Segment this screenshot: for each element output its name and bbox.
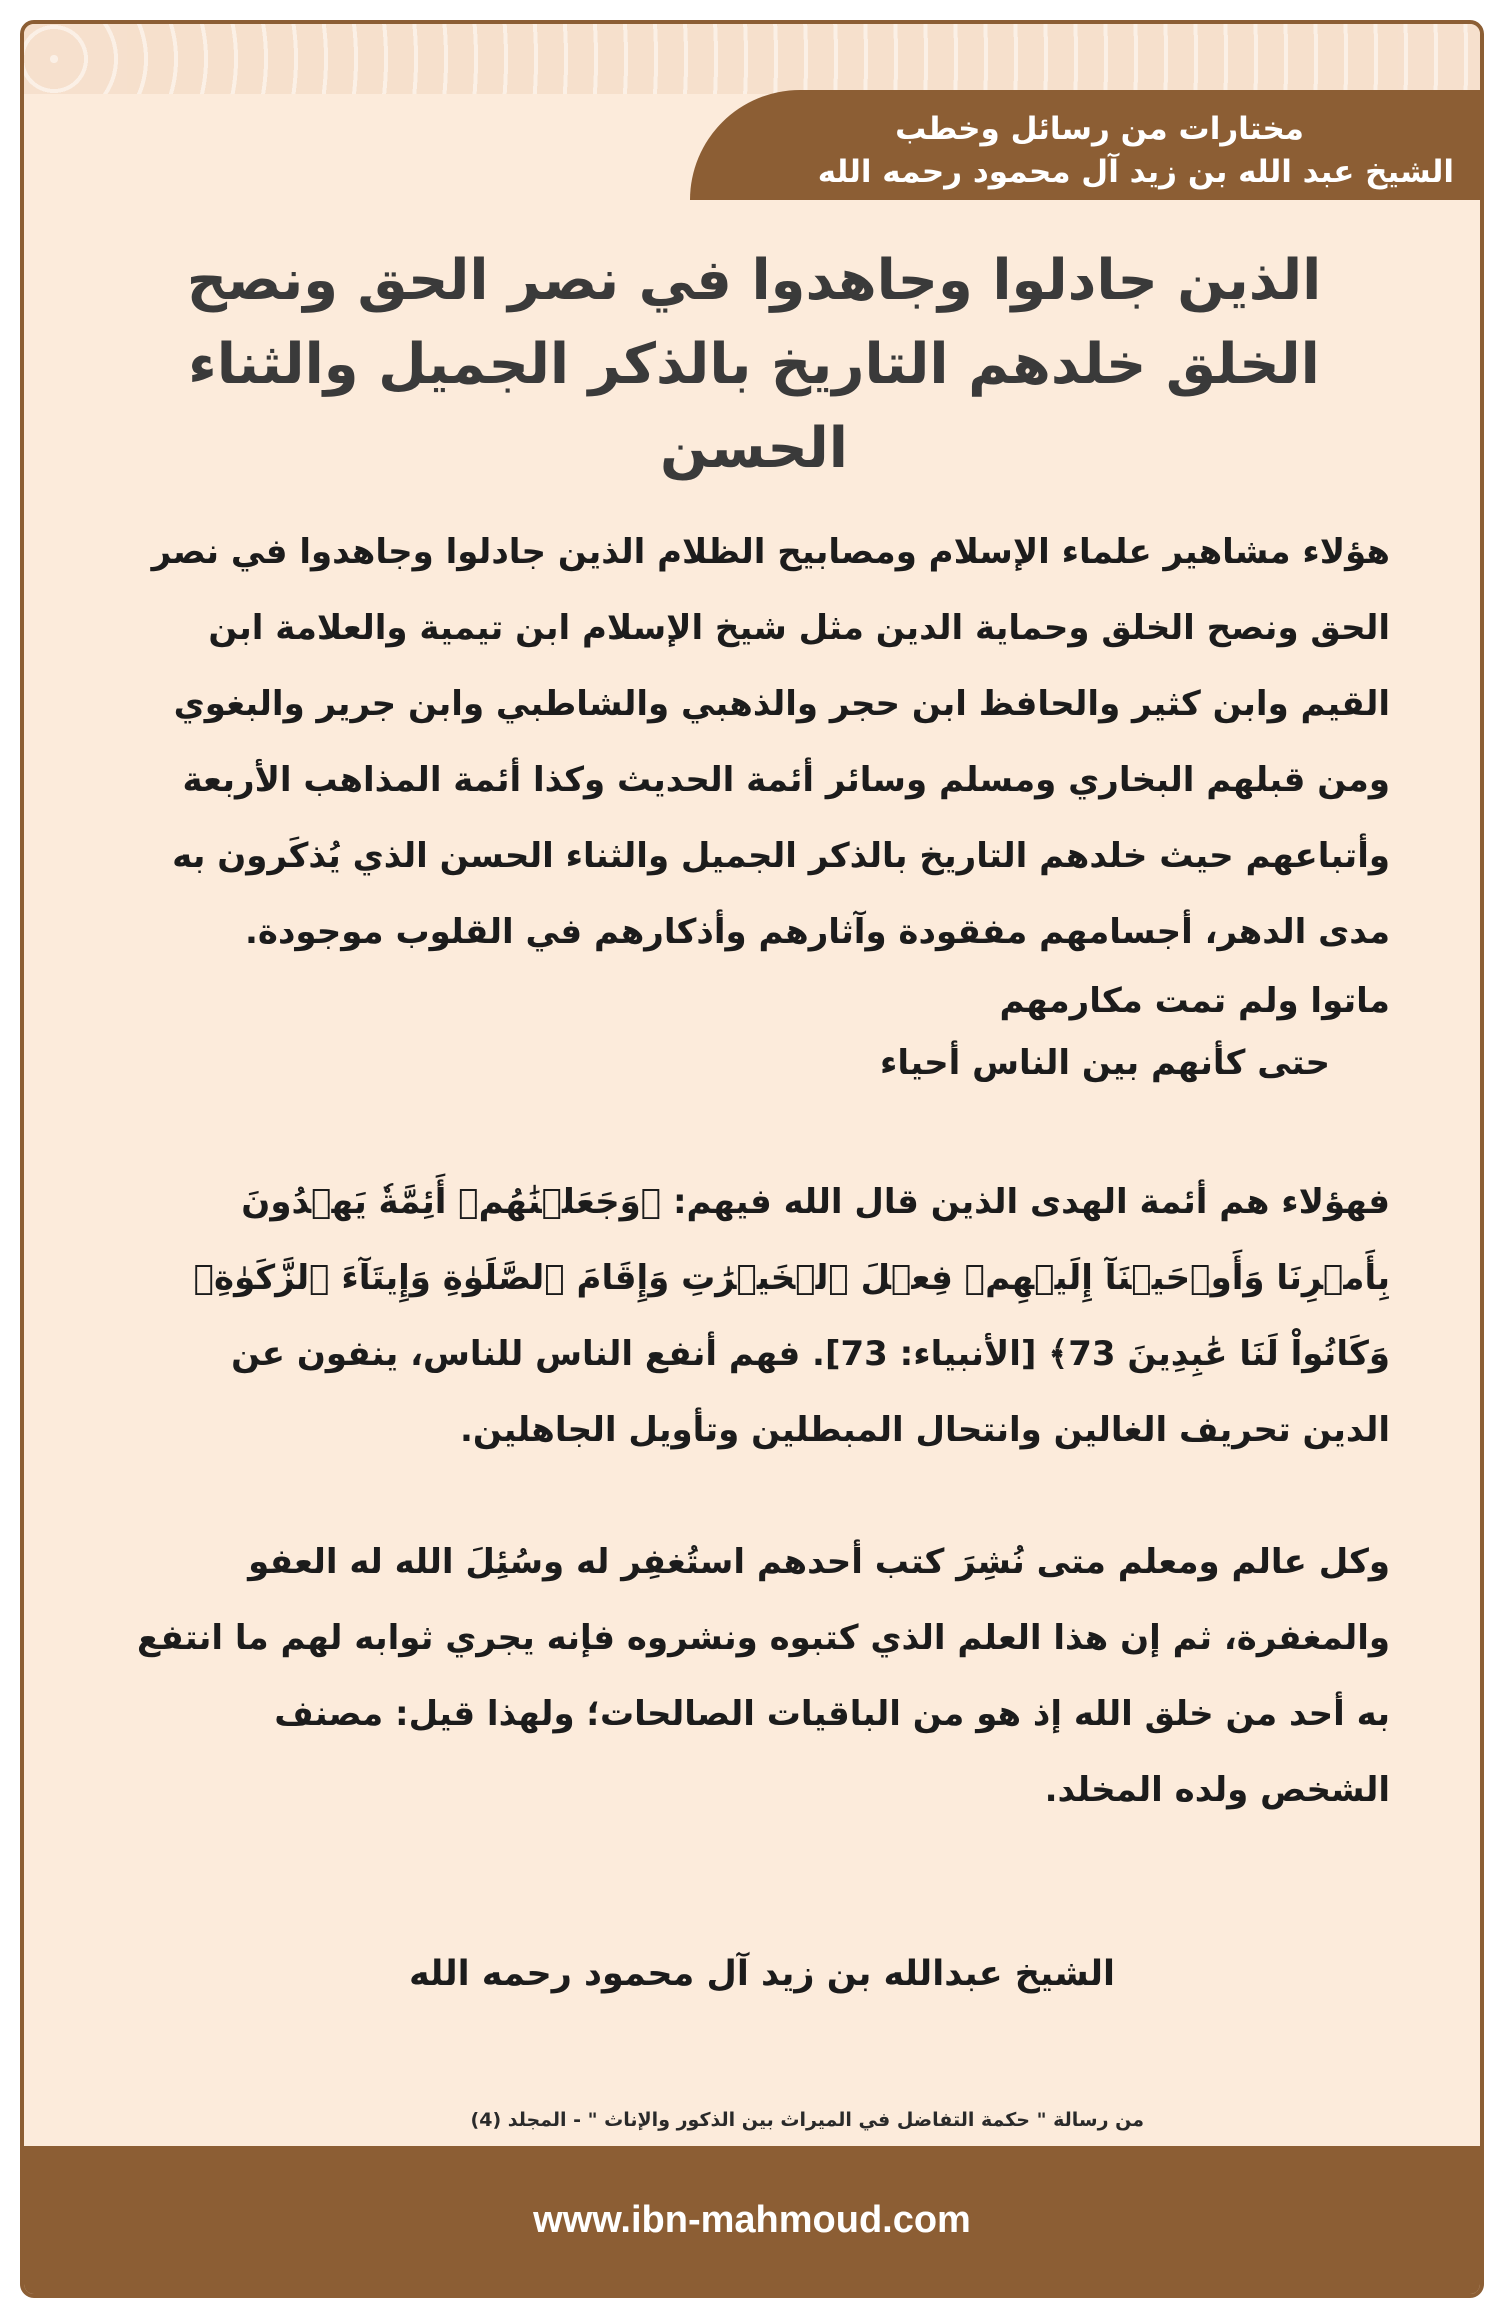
header-line-2: الشيخ عبد الله بن زيد آل محمود رحمه الله — [817, 154, 1454, 190]
paragraph-2: فهؤلاء هم أئمة الهدى الذين قال الله فيهم: ﴿وَجَعَلۡنَٰهُمۡ أَئِمَّةٗ يَهۡدُونَ بِأَمۡرِنَا وَأَوۡحَيۡنَآ إِلَيۡهِمۡ فِعۡلَ ٱلۡخَيۡرَٰتِ وَإِقَامَ ٱلصَّلَوٰةِ وَإِيتَآءَ ٱلزَّكَوٰةِۖ وَكَانُواْ لَنَا عَٰبِدِينَ 73﴾ [الأنبياء: 73]. فهم أنفع الناس للناس، ينفون عن الدين تحريف الغالين وانتحال المبطلين وتأويل الجاهلين. — [193, 1182, 1390, 1450]
paragraph-1: هؤلاء مشاهير علماء الإسلام ومصابيح الظلام الذين جادلوا وجاهدوا في نصر الحق ونصح الخلق وحماية الدين مثل شيخ الإسلام ابن تيمية والعلامة ابن القيم وابن كثير والحافظ ابن حجر والذهبي والشاطبي وابن جرير والبغوي ومن قبلهم البخاري ومسلم وسائر أئمة الحديث وكذا أئمة المذاهب الأربعة وأتباعهم حيث خلدهم التاريخ بالذكر الجميل والثناء الحسن الذي يُذكَرون به مدى الدهر، أجسامهم مفقودة وآثارهم وأذكارهم في القلوب موجودة. — [151, 532, 1390, 952]
signature: الشيخ عبدالله بن زيد آل محمود رحمه الله — [408, 1954, 1116, 1994]
header-tab — [690, 90, 1480, 200]
footer-bar — [24, 2146, 1480, 2294]
poem-verse-1: ماتوا ولم تمت مكارمهم — [999, 981, 1390, 1021]
article-body — [134, 514, 1390, 1828]
poster-frame — [20, 20, 1484, 2298]
source-note: من رسالة " حكمة التفاضل في الميراث بين الذكور والإناث " - المجلد (4) — [470, 2109, 1144, 2131]
paragraph-3: وكل عالم ومعلم متى نُشِرَ كتب أحدهم استُغفِر له وسُئِلَ الله له العفو والمغفرة، ثم إن هذا العلم الذي كتبوه ونشروه فإنه يجري ثوابه لهم ما انتفع به أحد من خلق الله إذ هو من الباقيات الصالحات؛ ولهذا قيل: مصنف الشخص ولده المخلد. — [137, 1542, 1390, 1810]
page-title: الذين جادلوا وجاهدوا في نصر الحق ونصح الخلق خلدهم التاريخ بالذكر الجميل والثناء الحسن — [186, 248, 1322, 481]
header-line-1: مختارات من رسائل وخطب — [895, 111, 1304, 147]
website-link[interactable]: www.ibn-mahmoud.com — [533, 2199, 971, 2241]
decorative-pattern — [24, 24, 1480, 94]
poem-verse-2: حتى كأنهم بين الناس أحياء — [880, 1043, 1330, 1083]
